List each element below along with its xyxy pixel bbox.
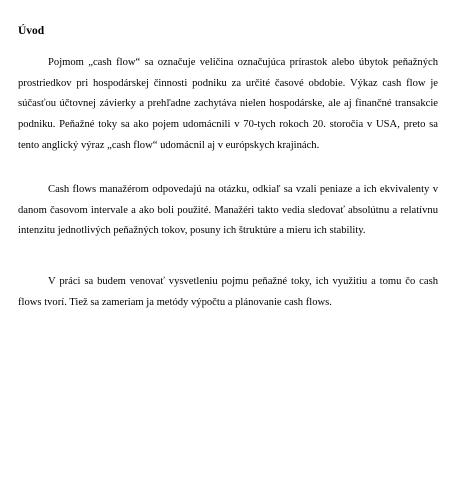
section-heading: Úvod — [18, 25, 45, 37]
paragraph-2: Cash flows manažérom odpovedajú na otázku, odkiaľ sa vzali peniaze a ich ekvivalenty v danom časovom intervale a ako boli použité. Manažéri takto vedia sledovať absolútnu a relatívnu intenzitu jednotlivých peňažných tokov, posuny ich štruktúre a mieru ich stability. — [18, 184, 438, 237]
paragraph-3: V práci sa budem venovať vysvetleniu pojmu peňažné toky, ich využitiu a tomu čo cash flows tvorí. Tiež sa zameriam ja metódy výpočtu a plánovanie cash flows. — [18, 276, 438, 308]
paragraph-1: Pojmom „cash flow“ sa označuje veličina označujúca prírastok alebo úbytok peňažných prostriedkov pri hospodárskej činnosti podniku za určité časové obdobie. Výkaz cash flow je súčasťou účtovnej závierky a prehľadne zachytáva nielen hospodárske, ale aj finančné transakcie podniku. Peňažné toky sa ako pojem udomácnili v 70-tych rokoch 20. storočia v USA, preto sa tento anglický výraz „cash flow“ udomácnil aj v európskych krajinách. — [18, 57, 438, 151]
